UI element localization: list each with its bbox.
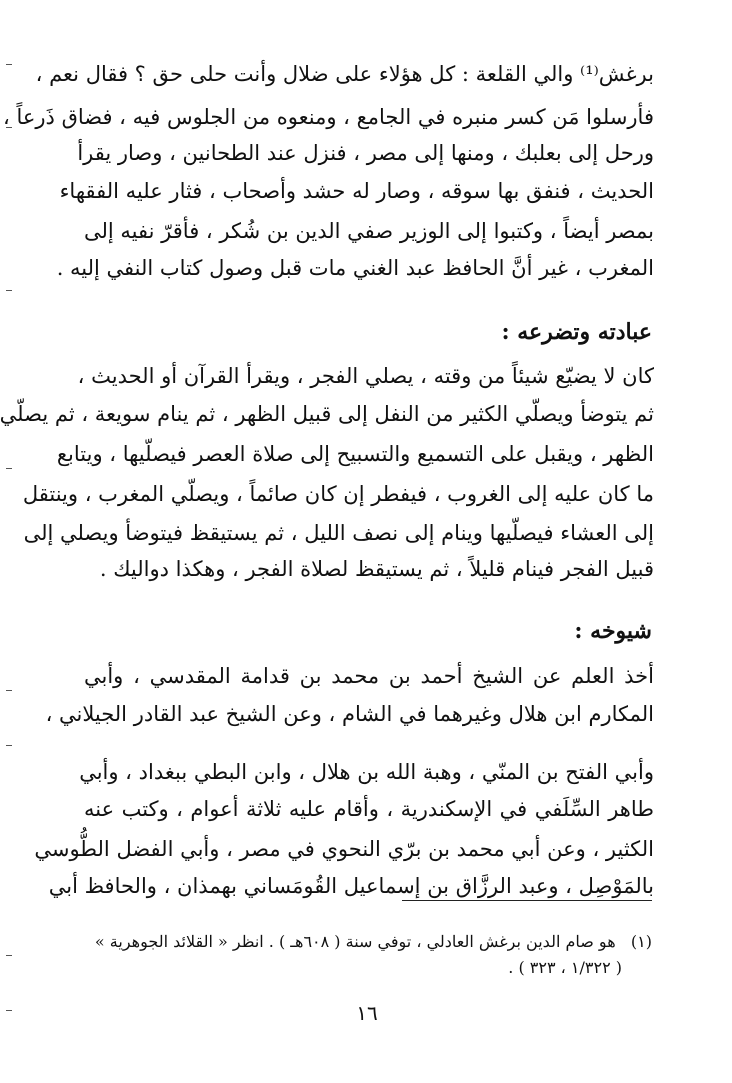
text-line: قبيل الفجر فينام قليلاً ، ثم يستيقظ لصلاة الفجر ، وهكذا دواليك .: [99, 557, 654, 581]
text-line: أخذ العلم عن الشيخ أحمد بن محمد بن قدامة المقدسي ، وأبي: [84, 664, 654, 688]
scan-edge-mark: [6, 690, 12, 691]
text-line: الظهر ، ويقبل على التسميع والتسبيح إلى صلاة العصر فيصلّيها ، ويتابع: [56, 442, 654, 466]
footnote-marker: (١): [630, 932, 652, 951]
scan-edge-mark: [6, 1010, 12, 1011]
text-line: ثم يتوضأ ويصلّي الكثير من النفل إلى قبيل الظهر ، ثم ينام سويعة ، ثم يصلّي: [0, 402, 654, 426]
text-line: الكثير ، وعن أبي محمد بن برّي النحوي في مصر ، وأبي الفضل الطُّوسي: [34, 837, 654, 861]
text-line: طاهر السِّلَفي في الإسكندرية ، وأقام عليه ثلاثة أعوام ، وكتب عنه: [84, 797, 654, 821]
text-line: الحديث ، فنفق بها سوقه ، وصار له حشد وأصحاب ، فثار عليه الفقهاء: [59, 179, 654, 203]
scan-edge-mark: [6, 955, 12, 956]
text-line: المكارم ابن هلال وغيرهما في الشام ، وعن الشيخ عبد القادر الجيلاني ،: [45, 702, 654, 726]
text-line: بالمَوْصِل ، وعبد الرزَّاق بن إسماعيل القُومَساني بهمذان ، والحافظ أبي: [48, 874, 654, 898]
text-line: ورحل إلى بعلبك ، ومنها إلى مصر ، فنزل عند الطحانين ، وصار يقرأ: [77, 141, 654, 165]
footnote-line: [82, 928, 652, 956]
section-heading-teachers: شيوخه :: [574, 618, 652, 644]
footnote-divider: [402, 900, 652, 901]
scan-edge-mark: [6, 127, 12, 128]
text-line: فأرسلوا مَن كسر منبره في الجامع ، ومنعوه من الجلوس فيه ، فضاق ذَرعاً ،: [3, 105, 654, 129]
scan-edge-mark: [6, 745, 12, 746]
text-line: بمصر أيضاً ، وكتبوا إلى الوزير صفي الدين بن شُكر ، فأقرّ نفيه إلى: [84, 219, 654, 243]
text-line: إلى العشاء فيصلّيها وينام إلى نصف الليل ، ثم يستيقظ فيتوضأ ويصلي إلى: [23, 521, 654, 545]
scan-edge-mark: [6, 64, 12, 65]
text-line: وأبي الفتح بن المنّي ، وهبة الله بن هلال ، وابن البطي ببغداد ، وأبي: [79, 760, 654, 784]
scan-edge-mark: [6, 290, 12, 291]
book-page: [2, 0, 732, 1083]
scan-edge-mark: [6, 468, 12, 469]
page-number: ١٦: [356, 1001, 378, 1025]
footnote-line: ( ١/٣٢٢ ، ٣٢٣ ) .: [508, 958, 622, 977]
text-line: برغش⁽¹⁾ والي القلعة : كل هؤلاء على ضلال وأنت حلى حق ؟ فقال نعم ،: [35, 62, 654, 86]
footnote-text: هو صام الدين برغش العادلي ، توفي سنة ( ٦٠٨هـ ) . انظر « القلائد الجوهرية »: [94, 932, 616, 951]
text-line: كان لا يضيّع شيئاً من وقته ، يصلي الفجر ، ويقرأ القرآن أو الحديث ،: [77, 364, 654, 388]
text-line: ما كان عليه إلى الغروب ، فيفطر إن كان صائماً ، ويصلّي المغرب ، وينتقل: [22, 482, 654, 506]
section-heading-worship: عبادته وتضرعه :: [501, 319, 652, 345]
text-line: المغرب ، غير أنَّ الحافظ عبد الغني مات قبل وصول كتاب النفي إليه .: [56, 256, 654, 280]
